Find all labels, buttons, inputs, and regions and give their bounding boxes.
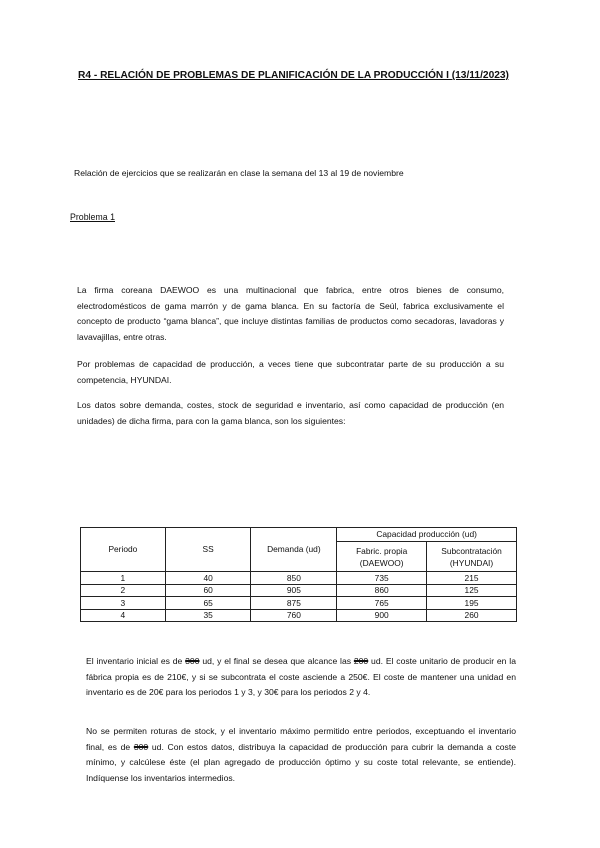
- paragraph-data-intro: Los datos sobre demanda, costes, stock de seguridad e inventario, así como capacidad de producción (en unidades) de dicha firma, para con la gama blanca, son los siguientes:: [77, 400, 504, 426]
- table-row: [81, 609, 517, 622]
- table-row: [81, 584, 517, 597]
- intro-text: Relación de ejercicios que se realizarán en clase la semana del 13 al 19 de noviembre: [74, 168, 404, 178]
- cell-sub: 125: [427, 584, 517, 597]
- cell-propia: 735: [337, 572, 427, 585]
- cell-sub: 260: [427, 609, 517, 622]
- header-ss: SS: [165, 528, 251, 572]
- header-fabric-line2: (DAEWOO): [359, 557, 404, 568]
- cell-periodo: 4: [81, 609, 166, 622]
- cell-propia: 900: [337, 609, 427, 622]
- cell-sub: 215: [427, 572, 517, 585]
- cell-periodo: 2: [81, 584, 166, 597]
- header-subcont-line1: Subcontratación: [441, 545, 502, 556]
- production-data-table: [80, 527, 517, 622]
- cell-propia: 860: [337, 584, 427, 597]
- cell-demanda: 760: [251, 609, 337, 622]
- cell-propia: 765: [337, 597, 427, 610]
- cell-demanda: 905: [251, 584, 337, 597]
- header-subcont-line2: (HYUNDAI): [449, 557, 494, 568]
- header-subcontratacion: [427, 542, 517, 572]
- cell-demanda: 850: [251, 572, 337, 585]
- cell-ss: 60: [165, 584, 251, 597]
- p4-text-c: ud. El coste unitario de producir en la fábrica propia es de 210€, y si se subcontrata el coste asciende a 250€. El coste de mantener una unidad en inventario es de 20€ para los periodos 1 y 3, y 30€ para los periodos 2 y 4.: [86, 656, 516, 697]
- header-fabric-propia: [337, 542, 427, 572]
- header-demanda: Demanda (ud): [251, 528, 337, 572]
- cell-ss: 35: [165, 609, 251, 622]
- header-fabric-line1: Fabric. propia: [356, 545, 408, 556]
- struck-initial-inventory: 300: [185, 656, 200, 666]
- table-row: [81, 572, 517, 585]
- header-periodo: Periodo: [81, 528, 166, 572]
- cell-demanda: 875: [251, 597, 337, 610]
- table-row: [81, 597, 517, 610]
- paragraph-company: La firma coreana DAEWOO es una multinacional que fabrica, entre otros bienes de consumo, electrodomésticos de gama marrón y de gama blanca. En su factoría de Seúl, fabrica exclusivamente el concepto de producto “gama blanca”, que incluye distintas familias de productos como secadoras, lavadoras y lavavajillas, entre otras.: [77, 285, 504, 342]
- paragraph-capacity: Por problemas de capacidad de producción, a veces tiene que subcontratar parte de su producción a su competencia, HYUNDAI.: [77, 359, 504, 385]
- cell-periodo: 1: [81, 572, 166, 585]
- problem-heading: Problema 1: [70, 212, 115, 222]
- document-title: R4 - RELACIÓN DE PROBLEMAS DE PLANIFICACIÓN DE LA PRODUCCIÓN I (13/11/2023): [78, 70, 509, 81]
- paragraph-inventory-costs: [86, 654, 516, 701]
- cell-ss: 65: [165, 597, 251, 610]
- header-capacidad: Capacidad producción (ud): [337, 528, 517, 542]
- struck-final-inventory: 200: [353, 656, 369, 666]
- paragraph-constraints: [86, 724, 516, 786]
- p5-text-a: No se permiten roturas de stock, y el inventario máximo permitido entre periodos, exceptuando el inventario final, es de: [86, 726, 516, 752]
- cell-periodo: 3: [81, 597, 166, 610]
- p4-text-b: ud, y el final se desea que alcance las: [199, 656, 354, 666]
- struck-max-inventory: 300: [133, 741, 149, 752]
- cell-ss: 40: [165, 572, 251, 585]
- p5-text-b: ud. Con estos datos, distribuya la capacidad de producción para cubrir la demanda a coste mínimo, y calcúlese éste (el plan agregado de producción óptimo y su coste total relevante, se entiende). Indíquense los inventarios intermedios.: [86, 741, 516, 783]
- p4-text-a: El inventario inicial es de: [86, 656, 186, 666]
- cell-sub: 195: [427, 597, 517, 610]
